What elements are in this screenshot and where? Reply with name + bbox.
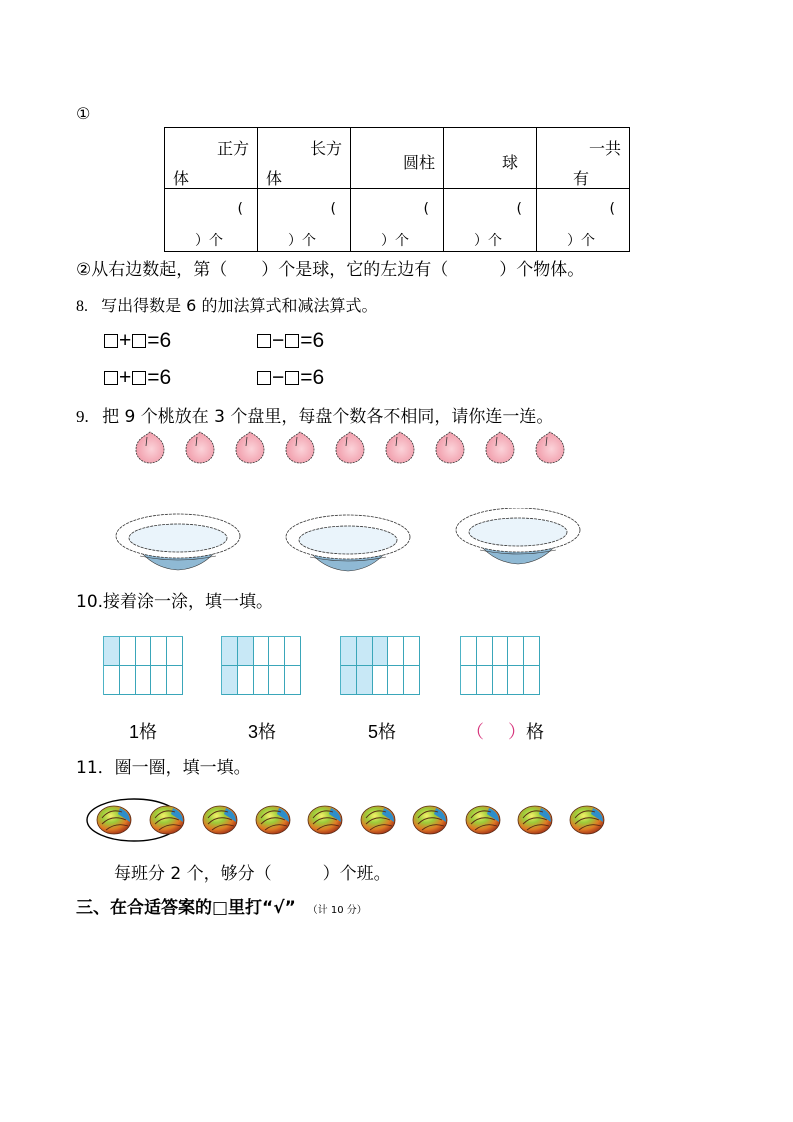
equation-result: =6 [147,329,172,352]
answer-box[interactable] [132,371,146,385]
paren-open: ( [609,201,615,217]
grid-cell[interactable] [357,637,373,666]
grid-cell[interactable] [404,666,420,695]
answer-box[interactable] [132,334,146,348]
operator: + [119,329,132,352]
grid-cell[interactable] [373,666,389,695]
paren-open: ( [237,201,243,217]
grid-cell[interactable] [508,637,524,666]
grid-cell[interactable] [477,637,493,666]
peach-icon[interactable] [286,432,314,463]
grid-cell[interactable] [508,666,524,695]
table-answer-row [165,189,630,252]
grid-cell[interactable] [461,666,477,695]
peach-icon[interactable] [386,432,414,463]
peach-icon[interactable] [536,432,564,463]
section-3-heading [76,893,367,918]
grid-cell[interactable] [222,637,238,666]
grid-cell[interactable] [104,637,120,666]
paren-close-unit: ）个 [381,233,409,249]
answer-cell-cube[interactable] [165,189,258,252]
grid-cell[interactable] [238,666,254,695]
question-11-answer-line: 每班分 2 个，够分（ ）个班。 [114,864,391,884]
question-11-prompt: 11．圈一圈，填一填。 [76,758,251,778]
grid-label-3: 3格 [248,722,277,742]
grid-cell[interactable] [136,637,152,666]
header-cube [165,128,258,189]
plate-icon[interactable] [116,514,240,570]
peach-icon[interactable] [136,432,164,463]
ball-icon[interactable] [150,806,184,834]
header-cuboid [258,128,351,189]
peach-icon[interactable] [486,432,514,463]
grid-cell[interactable] [151,637,167,666]
grid-cell[interactable] [493,637,509,666]
balls-row [84,795,614,845]
question-prompt: 写出得数是 6 的加法算式和减法算式。 [101,296,378,315]
paren-open: ( [423,201,429,217]
shape-count-table [164,127,630,252]
paren-close: ） [508,722,526,742]
grid-cell[interactable] [167,637,183,666]
answer-box[interactable] [257,334,271,348]
grid-blank[interactable] [460,636,540,695]
peach-icon[interactable] [236,432,264,463]
ball-icon[interactable] [256,806,290,834]
answer-cell-total[interactable] [537,189,630,252]
ball-icon[interactable] [570,806,604,834]
grid-cell[interactable] [493,666,509,695]
operator: − [272,329,285,352]
answer-box[interactable] [285,334,299,348]
ball-icon[interactable] [466,806,500,834]
header-text: 一共 [588,139,621,158]
section-title: 三、在合适答案的□里打“√” [76,898,296,918]
equation-add-1 [103,329,171,353]
grid-cell[interactable] [388,666,404,695]
peach-icon[interactable] [336,432,364,463]
grid-label-1: 1格 [129,722,158,742]
ball-icon[interactable] [518,806,552,834]
grid-cell[interactable] [254,666,270,695]
grid-cell[interactable] [254,637,270,666]
grid-cell[interactable] [373,637,389,666]
question-number: 8. [76,298,88,315]
header-text: 体 [266,169,283,188]
ball-icon[interactable] [203,806,237,834]
peaches-row [125,428,575,468]
answer-box[interactable] [285,371,299,385]
peach-icon[interactable] [436,432,464,463]
grid-cell[interactable] [477,666,493,695]
grid-cell[interactable] [167,666,183,695]
part-1-marker: ① [76,104,91,123]
ball-icon[interactable] [361,806,395,834]
grid-5-cells[interactable] [340,636,420,695]
operator: − [272,366,285,389]
equation-sub-1 [256,329,324,353]
ball-icon[interactable] [97,806,131,834]
ball-icon[interactable] [413,806,447,834]
paren-open: ( [516,201,522,217]
answer-box[interactable] [104,371,118,385]
grid-cell[interactable] [222,666,238,695]
paren-close-unit: ）个 [474,233,502,249]
grid-cell[interactable] [388,637,404,666]
answer-cell-cuboid[interactable] [258,189,351,252]
equation-result: =6 [147,366,172,389]
header-text: 有 [573,169,590,188]
answer-box[interactable] [104,334,118,348]
question-number: 9. [76,407,89,426]
operator: + [119,366,132,389]
paren-close-unit: ）个 [567,233,595,249]
grid-cell[interactable] [341,637,357,666]
grid-cell[interactable] [285,666,301,695]
equation-result: =6 [300,329,325,352]
question-9 [76,407,553,427]
header-text: 球 [501,153,518,172]
grid-cell[interactable] [404,637,420,666]
answer-box[interactable] [257,371,271,385]
grid-cell[interactable] [524,637,540,666]
grid-1-cell[interactable] [103,636,183,695]
question-8 [76,296,377,317]
grid-cell[interactable] [120,637,136,666]
plates-row [110,508,590,580]
header-text: 长方 [309,139,342,158]
equation-add-2 [103,366,171,390]
grid-cell[interactable] [341,666,357,695]
paren-open: （ [466,722,484,742]
question-prompt: 把 9 个桃放在 3 个盘里，每盘个数各不相同，请你连一连。 [102,407,554,427]
paren-open: ( [330,201,336,217]
grid-label-blank[interactable] [466,718,544,744]
equation-sub-2 [256,366,324,390]
plate-icon[interactable] [456,508,580,564]
unit-label: 格 [526,722,544,742]
grid-cell[interactable] [461,637,477,666]
header-cylinder [351,128,444,189]
header-text: 圆柱 [402,153,435,172]
header-text: 体 [173,169,190,188]
grid-cell[interactable] [104,666,120,695]
grid-cell[interactable] [524,666,540,695]
answer-cell-cylinder[interactable] [351,189,444,252]
question-10-prompt: 10.接着涂一涂，填一填。 [76,592,274,612]
header-sphere [444,128,537,189]
grid-cell[interactable] [151,666,167,695]
section-score-note: （计 10 分） [307,905,367,916]
grid-cell[interactable] [269,666,285,695]
table-header-row [165,128,630,189]
ball-icon[interactable] [308,806,342,834]
grid-label-5: 5格 [368,722,397,742]
peach-icon[interactable] [186,432,214,463]
grid-cell[interactable] [357,666,373,695]
plate-icon[interactable] [286,515,410,571]
grid-cell[interactable] [120,666,136,695]
header-total [537,128,630,189]
grid-cell[interactable] [238,637,254,666]
grid-3-cells[interactable] [221,636,301,695]
grid-cell[interactable] [269,637,285,666]
paren-close-unit: ）个 [288,233,316,249]
equation-result: =6 [300,366,325,389]
part-2-question: ②从右边数起，第（ ）个是球，它的左边有（ ）个物体。 [76,260,585,280]
header-text: 正方 [216,139,249,158]
grid-cell[interactable] [285,637,301,666]
paren-close-unit: ）个 [195,233,223,249]
answer-cell-sphere[interactable] [444,189,537,252]
grid-cell[interactable] [136,666,152,695]
